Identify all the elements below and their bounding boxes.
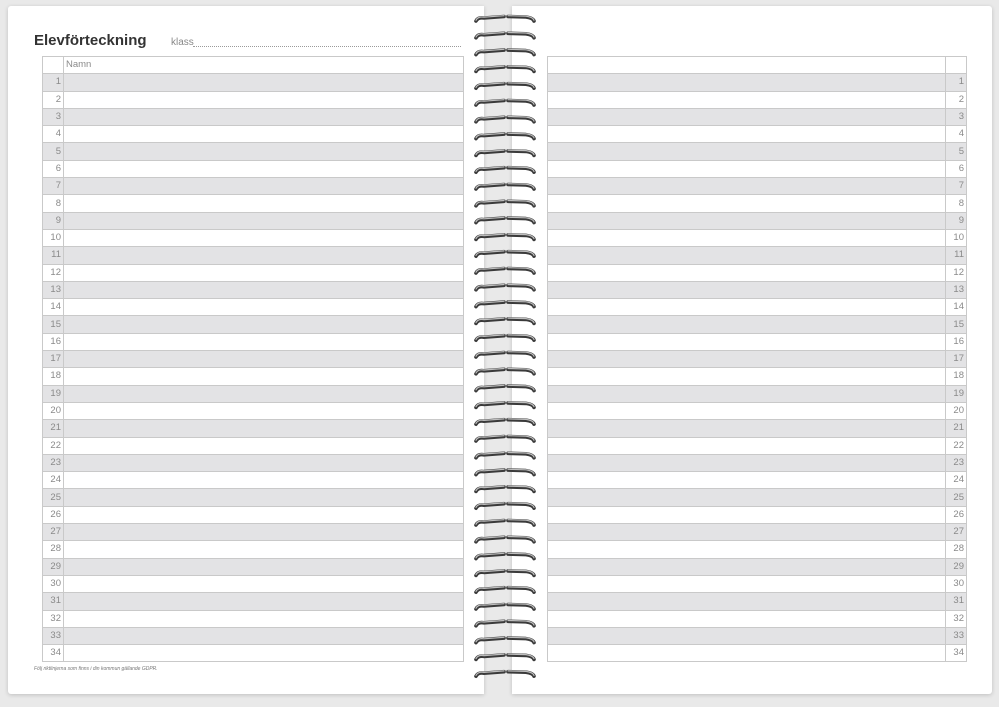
- spiral-coil: [476, 335, 504, 340]
- notes-cell[interactable]: [548, 178, 946, 195]
- row-number: 11: [946, 247, 967, 264]
- table-row: [43, 506, 464, 523]
- name-cell[interactable]: [64, 108, 464, 125]
- spiral-coil: [508, 453, 534, 458]
- notes-cell[interactable]: [548, 333, 946, 350]
- spiral-coil: [476, 318, 504, 323]
- row-number: 10: [946, 229, 967, 246]
- row-number: 15: [946, 316, 967, 333]
- table-row: [548, 281, 967, 298]
- name-cell[interactable]: [64, 281, 464, 298]
- table-row: [43, 575, 464, 592]
- table-row: [548, 420, 967, 437]
- row-number: 18: [43, 368, 64, 385]
- name-cell[interactable]: [64, 178, 464, 195]
- notes-cell[interactable]: [548, 247, 946, 264]
- spiral-coil: [476, 520, 504, 525]
- table-row: [548, 506, 967, 523]
- name-cell[interactable]: [64, 368, 464, 385]
- table-row: [548, 489, 967, 506]
- notes-cell[interactable]: [548, 91, 946, 108]
- table-row: [548, 558, 967, 575]
- spiral-coil: [476, 251, 504, 256]
- table-row: [43, 420, 464, 437]
- spiral-coil: [476, 201, 504, 206]
- row-number: 18: [946, 368, 967, 385]
- table-row: [43, 281, 464, 298]
- spiral-coil: [508, 587, 534, 592]
- spiral-coil: [476, 49, 504, 54]
- spiral-coil: [476, 301, 504, 306]
- spiral-coil: [508, 217, 534, 222]
- row-number: 26: [43, 506, 64, 523]
- spiral-coil: [476, 402, 504, 407]
- notes-cell[interactable]: [548, 281, 946, 298]
- table-row: [548, 472, 967, 489]
- notes-cell[interactable]: [548, 316, 946, 333]
- row-number: 21: [946, 420, 967, 437]
- spiral-coil: [508, 268, 534, 273]
- row-number: 19: [946, 385, 967, 402]
- row-number: 22: [946, 437, 967, 454]
- spiral-coil: [476, 486, 504, 491]
- spiral-coil: [476, 637, 504, 642]
- table-row: [43, 247, 464, 264]
- notes-cell[interactable]: [548, 402, 946, 419]
- notes-cell[interactable]: [548, 385, 946, 402]
- row-number: 15: [43, 316, 64, 333]
- spiral-coil: [508, 469, 534, 474]
- row-number: 29: [946, 558, 967, 575]
- row-number: 25: [43, 489, 64, 506]
- row-number: 33: [946, 627, 967, 644]
- row-number: 30: [43, 575, 64, 592]
- notes-cell[interactable]: [548, 126, 946, 143]
- table-row: [548, 247, 967, 264]
- name-cell[interactable]: [64, 212, 464, 229]
- table-row: [548, 178, 967, 195]
- spiral-coil: [476, 369, 504, 374]
- table-row: [43, 264, 464, 281]
- notes-cell[interactable]: [548, 454, 946, 471]
- spiral-coil: [476, 453, 504, 458]
- name-cell[interactable]: [64, 264, 464, 281]
- spiral-coil: [476, 167, 504, 172]
- spiral-binding-icon: [468, 8, 538, 692]
- spiral-coil: [508, 436, 534, 441]
- spiral-coil: [508, 184, 534, 189]
- name-cell[interactable]: [64, 385, 464, 402]
- name-cell[interactable]: [64, 126, 464, 143]
- table-row: [43, 160, 464, 177]
- spiral-coil: [508, 49, 534, 54]
- name-cell[interactable]: [64, 627, 464, 644]
- spiral-coil: [476, 83, 504, 88]
- table-row: [548, 575, 967, 592]
- spiral-coil: [508, 486, 534, 491]
- row-number: 20: [946, 402, 967, 419]
- table-row: [548, 385, 967, 402]
- row-number: 14: [43, 299, 64, 316]
- row-number: 6: [946, 160, 967, 177]
- table-row: [548, 126, 967, 143]
- row-number: 3: [946, 108, 967, 125]
- header-row: [548, 57, 967, 74]
- spiral-coil: [508, 621, 534, 626]
- spiral-coil: [476, 352, 504, 357]
- notes-cell[interactable]: [548, 627, 946, 644]
- row-number: 12: [946, 264, 967, 281]
- table-row: [548, 541, 967, 558]
- spiral-coil: [476, 621, 504, 626]
- row-number: 1: [43, 74, 64, 91]
- spiral-coil: [508, 402, 534, 407]
- row-number: 34: [946, 645, 967, 662]
- header-row: [43, 57, 464, 74]
- spiral-coil: [476, 553, 504, 558]
- notes-cell[interactable]: [548, 558, 946, 575]
- spiral-coil: [508, 654, 534, 659]
- name-cell[interactable]: [64, 558, 464, 575]
- row-number: 8: [43, 195, 64, 212]
- notes-cell[interactable]: [548, 437, 946, 454]
- spiral-coil: [476, 285, 504, 290]
- notes-cell[interactable]: [548, 160, 946, 177]
- table-row: [548, 195, 967, 212]
- table-row: [548, 143, 967, 160]
- notes-cell[interactable]: [548, 506, 946, 523]
- notes-cell[interactable]: [548, 299, 946, 316]
- row-number: 26: [946, 506, 967, 523]
- spiral-coil: [508, 301, 534, 306]
- student-list-table: [42, 56, 464, 662]
- table-row: [43, 593, 464, 610]
- table-row: [548, 627, 967, 644]
- table-row: [548, 108, 967, 125]
- table-row: [43, 402, 464, 419]
- name-cell[interactable]: [64, 575, 464, 592]
- notes-cell[interactable]: [548, 472, 946, 489]
- table-row: [43, 333, 464, 350]
- spiral-coil: [476, 436, 504, 441]
- class-label: klass: [171, 37, 194, 48]
- table-row: [548, 645, 967, 662]
- spiral-coil: [476, 100, 504, 105]
- table-row: [548, 610, 967, 627]
- row-number: 9: [946, 212, 967, 229]
- spiral-coil: [476, 16, 504, 21]
- table-row: [43, 610, 464, 627]
- table-row: [43, 351, 464, 368]
- name-cell[interactable]: [64, 645, 464, 662]
- spiral-coil: [508, 251, 534, 256]
- row-number: 19: [43, 385, 64, 402]
- row-number: 7: [43, 178, 64, 195]
- spiral-coil: [508, 553, 534, 558]
- table-row: [43, 454, 464, 471]
- spiral-coil: [476, 184, 504, 189]
- notes-cell[interactable]: [548, 368, 946, 385]
- notes-cell[interactable]: [548, 74, 946, 91]
- row-number: 16: [946, 333, 967, 350]
- row-number: 23: [43, 454, 64, 471]
- row-number: 24: [43, 472, 64, 489]
- spiral-coil: [476, 419, 504, 424]
- table-row: [548, 74, 967, 91]
- page-title: Elevförteckning: [34, 32, 147, 49]
- table-row: [548, 524, 967, 541]
- name-cell[interactable]: [64, 402, 464, 419]
- name-cell[interactable]: [64, 229, 464, 246]
- row-number: 8: [946, 195, 967, 212]
- spiral-coil: [476, 469, 504, 474]
- spiral-coil: [508, 419, 534, 424]
- name-cell[interactable]: [64, 454, 464, 471]
- spiral-coil: [508, 671, 534, 676]
- notes-cell[interactable]: [548, 351, 946, 368]
- table-row: [43, 299, 464, 316]
- spiral-coil: [476, 66, 504, 71]
- notes-cell[interactable]: [548, 610, 946, 627]
- notes-cell[interactable]: [548, 108, 946, 125]
- name-cell[interactable]: [64, 506, 464, 523]
- notes-cell[interactable]: [548, 645, 946, 662]
- table-row: [548, 212, 967, 229]
- spiral-coil: [508, 150, 534, 155]
- name-cell[interactable]: [64, 316, 464, 333]
- spiral-coil: [508, 369, 534, 374]
- spiral-coil: [476, 268, 504, 273]
- spiral-coil: [476, 133, 504, 138]
- spiral-coil: [508, 133, 534, 138]
- notes-cell[interactable]: [548, 489, 946, 506]
- spiral-coil: [508, 604, 534, 609]
- name-cell[interactable]: [64, 160, 464, 177]
- row-number: 32: [43, 610, 64, 627]
- table-row: [548, 316, 967, 333]
- table-row: [548, 299, 967, 316]
- name-cell[interactable]: [64, 247, 464, 264]
- table-row: [43, 524, 464, 541]
- spiral-coil: [476, 537, 504, 542]
- row-number: 4: [946, 126, 967, 143]
- table-row: [43, 229, 464, 246]
- name-cell[interactable]: [64, 489, 464, 506]
- row-number: 16: [43, 333, 64, 350]
- name-cell[interactable]: [64, 91, 464, 108]
- spiral-coil: [508, 33, 534, 38]
- name-cell[interactable]: [64, 420, 464, 437]
- name-cell[interactable]: [64, 541, 464, 558]
- spiral-coil: [476, 117, 504, 122]
- table-row: [43, 558, 464, 575]
- row-number: 13: [43, 281, 64, 298]
- spiral-coil: [476, 570, 504, 575]
- spiral-coil: [508, 285, 534, 290]
- spiral-coil: [508, 537, 534, 542]
- row-number: 14: [946, 299, 967, 316]
- spiral-coil: [476, 234, 504, 239]
- name-cell[interactable]: [64, 351, 464, 368]
- notes-cell[interactable]: [548, 593, 946, 610]
- student-notes-table: [547, 56, 967, 662]
- table-row: [43, 385, 464, 402]
- name-cell[interactable]: [64, 610, 464, 627]
- row-number: 11: [43, 247, 64, 264]
- row-number: 13: [946, 281, 967, 298]
- row-number: 7: [946, 178, 967, 195]
- row-number: 17: [43, 351, 64, 368]
- table-row: [548, 402, 967, 419]
- name-cell[interactable]: [64, 74, 464, 91]
- notes-cell[interactable]: [548, 420, 946, 437]
- table-row: [43, 489, 464, 506]
- notes-cell[interactable]: [548, 541, 946, 558]
- name-cell[interactable]: [64, 299, 464, 316]
- table-row: [43, 178, 464, 195]
- spiral-coil: [476, 587, 504, 592]
- spiral-coil: [508, 201, 534, 206]
- spiral-coil: [476, 654, 504, 659]
- spiral-coil: [508, 318, 534, 323]
- spiral-coil: [508, 352, 534, 357]
- row-number: 34: [43, 645, 64, 662]
- table-row: [43, 437, 464, 454]
- row-number: 32: [946, 610, 967, 627]
- spiral-coil: [476, 385, 504, 390]
- row-number: 24: [946, 472, 967, 489]
- row-number: 2: [43, 91, 64, 108]
- spiral-coil: [508, 520, 534, 525]
- spiral-coil: [476, 604, 504, 609]
- spiral-coil: [508, 385, 534, 390]
- spiral-coil: [508, 234, 534, 239]
- row-number: 3: [43, 108, 64, 125]
- table-row: [43, 472, 464, 489]
- table-row: [43, 108, 464, 125]
- row-number: 31: [43, 593, 64, 610]
- spiral-coil: [476, 33, 504, 38]
- header-num-cell: [946, 57, 967, 74]
- table-row: [548, 91, 967, 108]
- spiral-coil: [508, 117, 534, 122]
- row-number: 12: [43, 264, 64, 281]
- name-cell[interactable]: [64, 143, 464, 160]
- spiral-coil: [508, 570, 534, 575]
- table-row: [43, 143, 464, 160]
- notes-cell[interactable]: [548, 212, 946, 229]
- class-field[interactable]: [171, 37, 461, 48]
- row-number: 29: [43, 558, 64, 575]
- row-number: 5: [946, 143, 967, 160]
- table-row: [43, 645, 464, 662]
- row-number: 2: [946, 91, 967, 108]
- row-number: 25: [946, 489, 967, 506]
- row-number: 6: [43, 160, 64, 177]
- spiral-coil: [476, 503, 504, 508]
- row-number: 20: [43, 402, 64, 419]
- notes-cell[interactable]: [548, 229, 946, 246]
- name-cell[interactable]: [64, 195, 464, 212]
- table-row: [43, 212, 464, 229]
- name-header: Namn: [64, 57, 464, 74]
- table-row: [548, 160, 967, 177]
- table-row: [43, 316, 464, 333]
- gdpr-footnote: Följ riktlinjerna som finns i din kommun gällande GDPR.: [34, 666, 158, 672]
- row-number: 27: [43, 524, 64, 541]
- row-number: 27: [946, 524, 967, 541]
- table-row: [43, 195, 464, 212]
- spiral-coil: [508, 16, 534, 21]
- table-row: [43, 368, 464, 385]
- spiral-coil: [508, 83, 534, 88]
- name-cell[interactable]: [64, 333, 464, 350]
- row-number: 28: [43, 541, 64, 558]
- spiral-coil: [508, 503, 534, 508]
- spiral-coil: [508, 66, 534, 71]
- row-number: 23: [946, 454, 967, 471]
- table-row: [548, 437, 967, 454]
- spiral-coil: [508, 167, 534, 172]
- row-number: 28: [946, 541, 967, 558]
- table-row: [43, 91, 464, 108]
- table-row: [548, 264, 967, 281]
- name-cell[interactable]: [64, 437, 464, 454]
- table-row: [548, 229, 967, 246]
- table-row: [43, 627, 464, 644]
- row-number: 10: [43, 229, 64, 246]
- spiral-coil: [508, 637, 534, 642]
- class-dotted-line: [193, 46, 461, 47]
- name-cell[interactable]: [64, 524, 464, 541]
- table-row: [43, 541, 464, 558]
- spiral-coil: [508, 335, 534, 340]
- row-number: 22: [43, 437, 64, 454]
- notes-cell[interactable]: [548, 195, 946, 212]
- table-row: [548, 368, 967, 385]
- header-num-cell: [43, 57, 64, 74]
- row-number: 31: [946, 593, 967, 610]
- notes-cell[interactable]: [548, 264, 946, 281]
- name-cell[interactable]: [64, 472, 464, 489]
- name-cell[interactable]: [64, 593, 464, 610]
- row-number: 9: [43, 212, 64, 229]
- notes-cell[interactable]: [548, 143, 946, 160]
- row-number: 21: [43, 420, 64, 437]
- notes-cell[interactable]: [548, 524, 946, 541]
- table-row: [548, 333, 967, 350]
- spiral-coil: [508, 100, 534, 105]
- spiral-coil: [476, 217, 504, 222]
- row-number: 5: [43, 143, 64, 160]
- spiral-coil: [476, 671, 504, 676]
- notes-cell[interactable]: [548, 575, 946, 592]
- spiral-coil: [476, 150, 504, 155]
- table-row: [548, 454, 967, 471]
- row-number: 1: [946, 74, 967, 91]
- table-row: [548, 593, 967, 610]
- row-number: 30: [946, 575, 967, 592]
- row-number: 33: [43, 627, 64, 644]
- table-row: [43, 126, 464, 143]
- table-row: [43, 74, 464, 91]
- row-number: 17: [946, 351, 967, 368]
- row-number: 4: [43, 126, 64, 143]
- header-notes-cell: [548, 57, 946, 74]
- table-row: [548, 351, 967, 368]
